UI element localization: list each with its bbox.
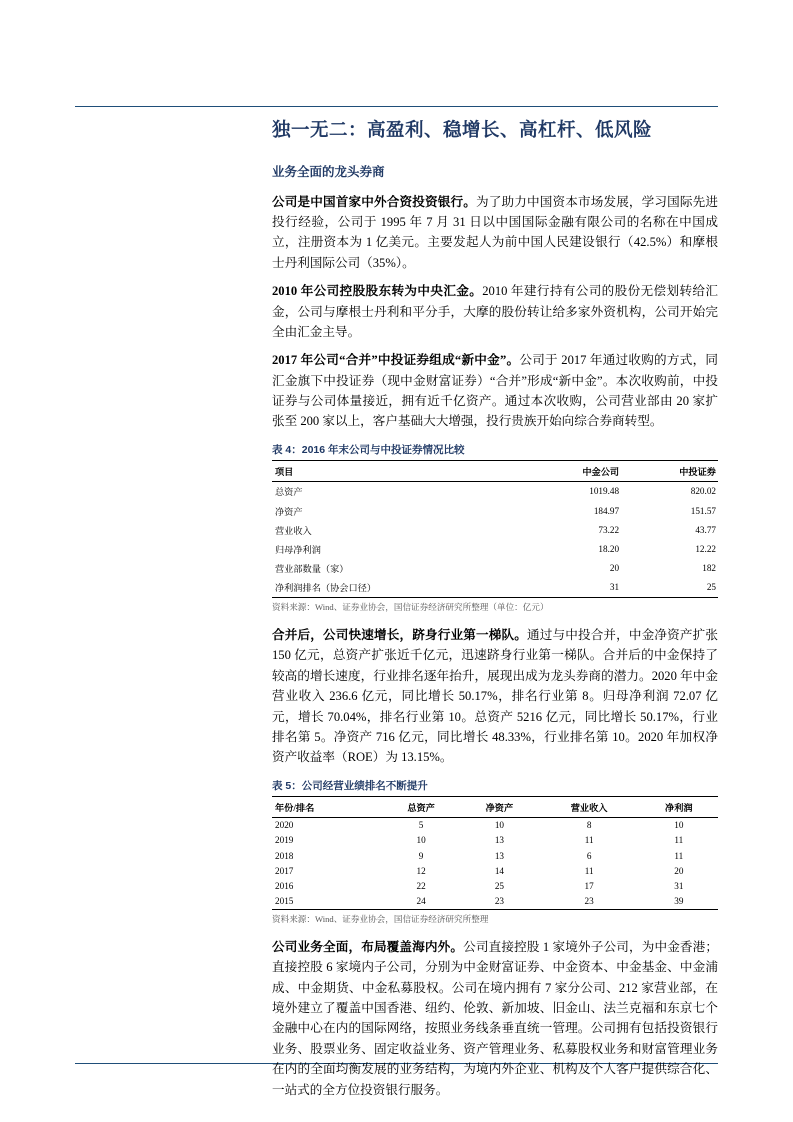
paragraph-1-lead: 公司是中国首家中外合资投资银行。	[272, 194, 476, 209]
table-4-cell: 43.77	[695, 524, 716, 535]
table-row	[272, 817, 718, 833]
table-4-cell: 18.20	[598, 544, 620, 554]
table-4-cell: 营业部数量（家）	[275, 564, 349, 575]
table-5-cell: 11	[584, 835, 594, 846]
table-4-cell: 73.22	[598, 524, 620, 535]
table-4-header-cell: 项目	[272, 460, 524, 481]
table-4-header-row	[272, 460, 718, 481]
table-5-cell: 11	[584, 865, 594, 876]
table-4-head	[272, 460, 718, 481]
table-4-header-cell: 中投证券	[621, 460, 718, 481]
paragraph-2-lead: 2010 年公司控股股东转为中央汇金。	[272, 284, 483, 299]
paragraph-3-lead: 2017 年公司“合并”中投证券组成“新中金”。	[272, 353, 520, 368]
table-5-cell: 2016	[275, 881, 294, 892]
table-4-cell: 151.57	[690, 505, 716, 516]
header-rule	[75, 106, 718, 107]
table-5-cell: 24	[382, 894, 460, 910]
paragraph-2	[272, 281, 718, 342]
table-5-cell: 5	[418, 820, 424, 831]
table-4-cell: 820.02	[690, 486, 716, 497]
table-4-cell: 总资产	[275, 487, 303, 498]
table-row	[272, 894, 718, 910]
table-row	[272, 878, 718, 893]
table-4-cell: 净资产	[275, 506, 303, 517]
table-5-source: 资料来源：Wind、证券业协会，国信证券经济研究所整理	[272, 913, 489, 924]
table-5-cell: 2020	[275, 820, 294, 831]
table-row	[272, 833, 718, 848]
table-4	[272, 460, 718, 598]
table-5-body	[272, 817, 718, 909]
table-4-cell: 归母净利润	[275, 545, 321, 555]
table-4-source: 资料来源：Wind、证券业协会，国信证券经济研究所整理（单位：亿元）	[272, 601, 549, 612]
table-5-cell: 2018	[275, 850, 294, 861]
table-4-cell: 184.97	[593, 505, 620, 516]
table-5-cell: 13	[494, 850, 504, 861]
table-4-cell: 营业收入	[275, 525, 312, 536]
table-4-cell: 1019.48	[589, 486, 620, 497]
table-5-cell: 2017	[275, 865, 294, 876]
table-5-header-cell: 净利润	[640, 796, 718, 817]
table-5-header-cell: 营业收入	[539, 796, 640, 817]
table-5-cell: 12	[416, 865, 426, 876]
table-5-header-cell: 年份/排名	[272, 796, 382, 817]
table-row	[272, 848, 718, 863]
table-5-cell: 10	[494, 820, 504, 831]
table-5-cell: 10	[416, 835, 426, 846]
table-5-cell: 13	[494, 835, 504, 846]
table-5-cell: 22	[416, 881, 426, 892]
table-5-cell: 11	[674, 835, 684, 846]
table-5-cell: 23	[539, 894, 640, 910]
page-title: 独一无二：高盈利、稳增长、高杠杆、低风险	[272, 119, 653, 140]
table-5-cell: 23	[460, 894, 538, 910]
table-5-cell: 17	[584, 881, 594, 892]
table-5-cell: 25	[494, 881, 504, 892]
table-5-cell: 9	[418, 850, 424, 861]
paragraph-5-body: 公司直接控股 1 家境外子公司，为中金香港；直接控股 6 家境内子公司，分别为中金财富证券、中金资本、中金基金、中金浦成、中金期货、中金私募股权。公司在境内拥有 7 家分公司、212 家营业部，在境外建立了覆盖中国香港、纽约、伦敦、新加坡、旧金山、法兰克福和东京七个金融中心在内的国际网络，按照业务线条垂直统一管理。公司拥有包括投资银行业务、股票业务、固定收益业务、资产管理业务、私募股权业务和财富管理业务在内的全面均衡发展的业务结构，为境内外企业、机构及个人客户提供综合化、一站式的全方位投资银行服务。	[272, 939, 719, 1097]
table-5	[272, 796, 718, 910]
table-5-cell: 31	[674, 881, 684, 892]
table-4-cell: 20	[609, 563, 620, 574]
paragraph-4-lead: 合并后，公司快速增长，跻身行业第一梯队。	[272, 627, 527, 642]
paragraph-1-body: 为了助力中国资本市场发展，学习国际先进投行经验，公司于 1995 年 7 月 31 日以中国国际金融有限公司的名称在中国成立，注册资本为 1 亿美元。主要发起人为前中国人民建设银行（42.5%）和摩根士丹利国际公司（35%）。	[272, 194, 719, 270]
table-5-cell: 20	[674, 865, 684, 876]
table-5-cell: 6	[586, 850, 592, 861]
table-5-header-cell: 总资产	[382, 796, 460, 817]
table-5-header-row	[272, 796, 718, 817]
paragraph-5-lead: 公司业务全面，布局覆盖海内外。	[272, 939, 464, 954]
table-row	[272, 501, 718, 520]
table-5-cell: 10	[674, 820, 684, 831]
table-4-cell: 25	[621, 578, 718, 598]
paragraph-5	[272, 937, 718, 1100]
table-row	[272, 520, 718, 539]
paragraph-1	[272, 192, 718, 274]
table-4-caption: 表 4：2016 年末公司与中投证券情况比较	[272, 443, 465, 456]
table-5-caption: 表 5：公司经营业绩排名不断提升	[272, 779, 428, 792]
table-row	[272, 578, 718, 598]
table-5-cell: 14	[494, 865, 504, 876]
paragraph-4-body: 通过与中投合并，中金净资产扩张 150 亿元，总资产扩张近千亿元，迅速跻身行业第一梯队。合并后的中金保持了较高的增长速度，行业排名逐年抬升，展现出成为龙头券商的潜力。2020 年中金营业收入 236.6 亿元，同比增长 50.17%，排名行业第 8。归母净利润 72.07 亿元，增长 70.04%，排名行业第 10。总资产 5216 亿元，同比增长 50.17%，行业排名第 5。净资产 716 亿元，同比增长 48.33%，行业排名第 10。2020 年加权净资产收益率（ROE）为 13.15%。	[272, 627, 719, 765]
table-row	[272, 559, 718, 578]
table-4-cell: 182	[702, 563, 716, 574]
paragraph-3-body: 公司于 2017 年通过收购的方式，同汇金旗下中投证券（现中金财富证券）“合并”形成“新中金”。本次收购前，中投证券与公司体量接近，拥有近千亿资产。通过本次收购，公司营业部由 20 家扩张至 200 家以上，客户基础大大增强，投行贵族开始向综合券商转型。	[272, 353, 719, 429]
table-row	[272, 863, 718, 878]
table-row	[272, 539, 718, 558]
paragraph-2-body: 2010 年建行持有公司的股份无偿划转给汇金，公司与摩根士丹利和平分手，大摩的股份转让给多家外资机构，公司开始完全由汇金主导。	[272, 284, 718, 339]
table-5-cell: 8	[586, 820, 592, 831]
table-5-cell: 39	[640, 894, 718, 910]
table-4-body	[272, 481, 718, 597]
paragraph-3	[272, 350, 718, 432]
section-subtitle: 业务全面的龙头券商	[272, 165, 385, 180]
table-5-header-cell: 净资产	[460, 796, 538, 817]
table-4-cell: 12.22	[695, 544, 716, 554]
table-row	[272, 481, 718, 501]
paragraph-4	[272, 625, 718, 768]
table-5-cell: 11	[674, 850, 684, 861]
table-4-cell: 31	[524, 578, 621, 598]
table-4-cell: 净利润排名（协会口径）	[272, 578, 524, 598]
table-5-cell: 2019	[275, 835, 294, 846]
page-content	[272, 118, 718, 1108]
table-4-header-cell: 中金公司	[524, 460, 621, 481]
table-5-head	[272, 796, 718, 817]
table-5-cell: 2015	[272, 894, 382, 910]
